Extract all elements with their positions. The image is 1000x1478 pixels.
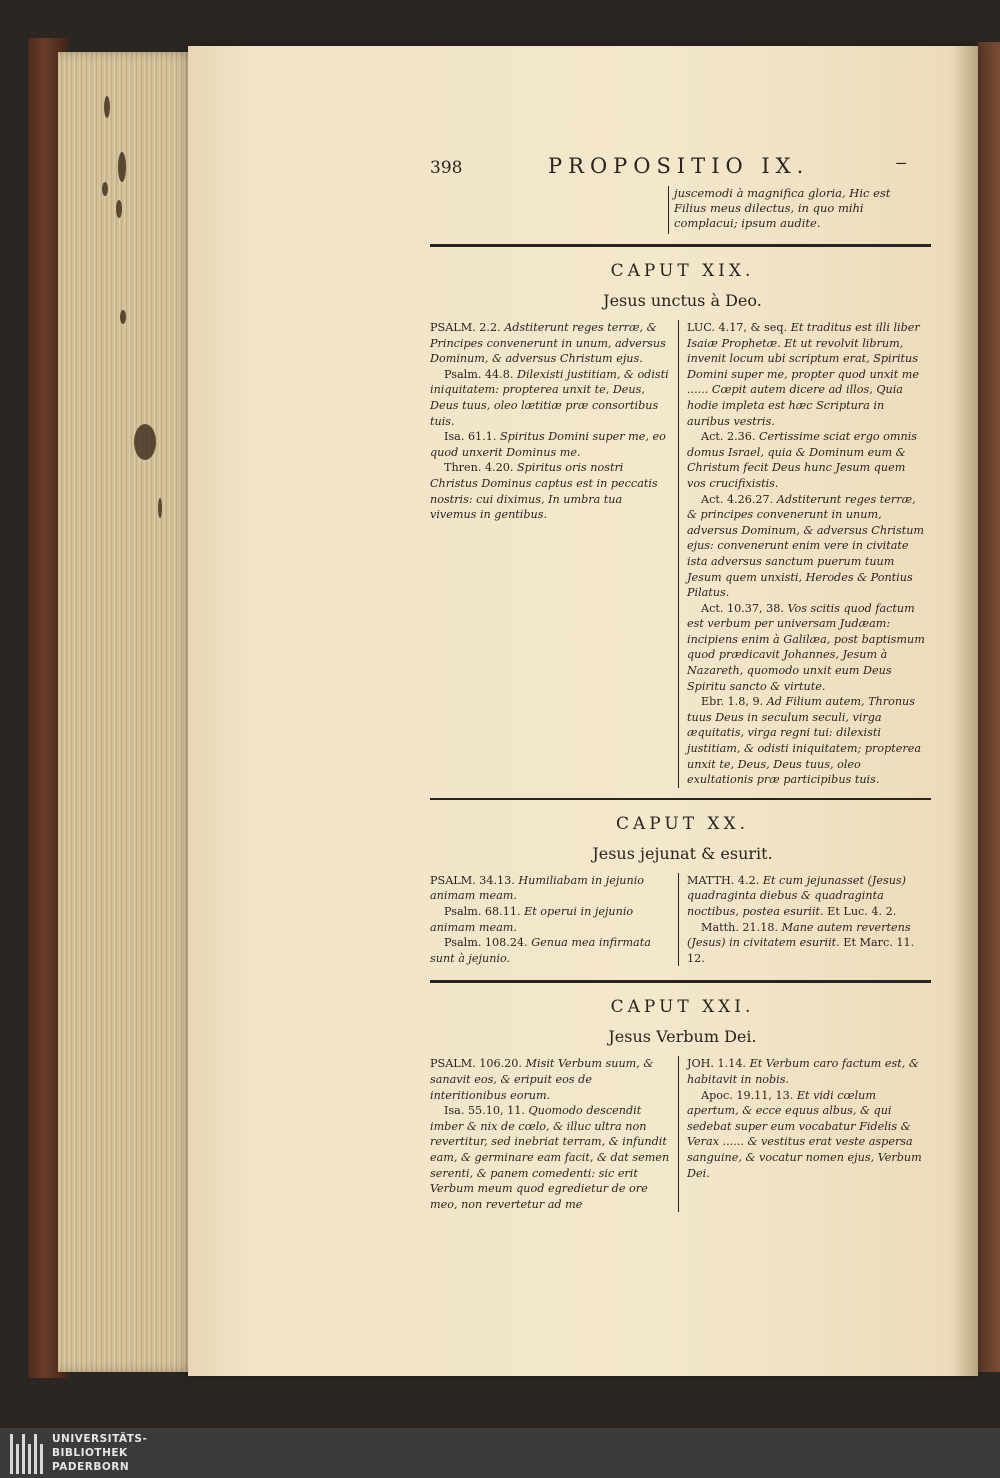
chapter-title: CAPUT XX. [615, 813, 750, 834]
scripture-text: Dilexisti justitiam, & odisti iniquitatem: propterea unxit te, Deus, Deus tuus, oleo lætitiæ præ consortibus tuis. [430, 367, 669, 428]
chapter-rule [430, 244, 931, 247]
page-content [430, 152, 935, 1212]
scripture-reference: Act. 4.26.27. [701, 492, 774, 506]
scripture-entry [430, 429, 670, 460]
scripture-entry [430, 460, 670, 522]
scripture-entry [430, 320, 670, 367]
chapter-subtitle: Jesus jejunat & esurit. [592, 843, 773, 863]
scripture-reference: Act. 2.36. [701, 430, 756, 444]
scripture-entry [687, 1056, 927, 1087]
right-column [678, 1056, 927, 1212]
scripture-reference: LUC. 4.17, & seq. [687, 321, 788, 334]
scripture-entry [687, 492, 927, 601]
chapter-subtitle: Jesus Verbum Dei. [608, 1027, 757, 1047]
scripture-reference: MATTH. 4.2. [687, 873, 760, 887]
running-title: PROPOSITIO IX. [548, 154, 810, 178]
scripture-text: Et traditus est illi liber Isaiæ Prophetæ. Et ut revolvit librum, invenit locum ubi scriptum erat, Spiritus Domini super me, propter quod unxit me ...... Cœpit autem dicere ad illos, Quia hodie impleta est hæc Scriptura in auribus vestris. [687, 321, 920, 428]
scripture-entry [430, 1056, 670, 1103]
scripture-text: Ad Filium autem, Thronus tuus Deus in seculum seculi, virga æquitatis, virga regni tui: dilexisti justitiam, & odisti iniquitatem; propterea unxit te, Deus, Deus tuus, oleo exultationis præ participibus tuis. [687, 695, 921, 787]
chapter-subtitle: Jesus unctus à Deo. [603, 291, 762, 310]
page-number: 398 [430, 158, 463, 178]
chapter-title: CAPUT XXI. [610, 997, 755, 1018]
scripture-reference: PSALM. 34.13. [430, 873, 515, 887]
ornament-mark: ‒ [895, 152, 907, 173]
scripture-text: Adstiterunt reges terræ, & principes convenerunt in unum, adversus Dominum, & adversus Christum ejus: convenerunt enim vere in civitate ista adversus sanctum puerum tuum Jesum quem unxisti, Herodes & Pontius Pilatus. [687, 492, 925, 600]
ink-stain [102, 182, 108, 196]
column-divider [668, 186, 669, 234]
scripture-reference: Apoc. 19.11, 13. [701, 1088, 794, 1102]
book-cover-right [978, 42, 1000, 1372]
scripture-reference: PSALM. 106.20. [430, 1057, 522, 1071]
left-column [430, 1056, 678, 1212]
scripture-text: Mane autem revertens (Jesus) in civitatem esuriit. [687, 920, 911, 950]
scripture-text: Vos scitis quod factum est verbum per universam Judæam: incipiens enim à Galilæa, post baptismum quod prædicavit Johannes, Jesum à Nazareth, quomodo unxit eum Deus Spiritu sancto & virtute. [687, 601, 925, 693]
scripture-reference: Isa. 61.1. [444, 430, 497, 444]
scripture-text: Quomodo descendit imber & nix de cœlo, & illuc ultra non revertitur, sed inebriat terram, & infundit eam, & germinare eam facit, & dat semen serenti, & panem comedenti: sic erit Verbum meum quod egredietur de ore meo, non revertetur ad me [430, 1104, 670, 1211]
scripture-reference: Act. 10.37, 38. [701, 601, 784, 615]
ink-stain [134, 424, 156, 460]
cross-reference: Et Luc. 4. 2. [823, 905, 897, 918]
scripture-reference: Matth. 21.18. [701, 920, 779, 934]
scripture-entry [430, 904, 670, 935]
chapter-columns [430, 873, 935, 967]
ink-stain [104, 96, 110, 118]
chapter-rule [430, 798, 931, 800]
chapter-columns [430, 1056, 935, 1212]
running-head [430, 152, 935, 180]
scripture-reference: Psalm. 68.11. [444, 905, 521, 918]
scripture-reference: Psalm. 108.24. [444, 936, 528, 950]
ink-stain [158, 498, 162, 518]
ink-stain [118, 152, 126, 182]
scripture-reference: PSALM. 2.2. [430, 321, 501, 334]
library-footer [0, 1428, 1000, 1478]
continuation-text: juscemodi à magnifica gloria, Hic est Filius meus dilectus, in quo mihi complacui; ipsum audite. [674, 186, 891, 230]
scripture-entry [687, 694, 927, 788]
scripture-text: Spiritus Domini super me, eo quod unxerit Dominus me. [430, 430, 666, 459]
scripture-text: Misit Verbum suum, & sanavit eos, & eripuit eos de interitionibus eorum. [430, 1057, 654, 1102]
scripture-entry [687, 1088, 927, 1182]
chapter-rule [430, 980, 931, 983]
scripture-text: Spiritus oris nostri Christus Dominus captus est in peccatis nostris: cui diximus, In umbra tua vivemus in gentibus. [430, 461, 658, 522]
scripture-reference: Isa. 55.10, 11. [444, 1104, 525, 1118]
right-column [678, 320, 927, 788]
scripture-text: Humiliabam in jejunio animam meam. [430, 873, 645, 903]
library-name-line: UNIVERSITÄTS- [52, 1433, 148, 1445]
chapter-title: CAPUT XIX. [610, 261, 755, 281]
scripture-text: Et Verbum caro factum est, & habitavit in nobis. [687, 1057, 919, 1086]
scripture-text: Adstiterunt reges terræ, & Principes convenerunt in unum, adversus Dominum, & adversus Christum ejus. [430, 321, 666, 366]
ink-stain [120, 310, 126, 324]
left-column [430, 320, 678, 788]
continuation-block [430, 186, 935, 242]
scripture-entry [687, 320, 927, 429]
scripture-text: Genua mea infirmata sunt à jejunio. [430, 936, 651, 965]
cross-reference: Et Marc. 11. 12. [687, 936, 915, 965]
scripture-reference: JOH. 1.14. [687, 1057, 746, 1071]
right-column [678, 873, 927, 967]
scripture-text: Et operui in jejunio animam meam. [430, 905, 634, 934]
scripture-reference: Ebr. 1.8, 9. [701, 695, 764, 709]
scripture-text: Certissime sciat ergo omnis domus Israel, quia & Dominum eum & Christum fecit Deus hunc Jesum quem vos crucifixistis. [687, 430, 918, 490]
scripture-entry [687, 920, 927, 967]
library-logo-icon [8, 1434, 48, 1474]
scripture-reference: Psalm. 44.8. [444, 367, 514, 381]
scripture-entry [430, 873, 670, 904]
scripture-entry [687, 873, 927, 920]
scripture-entry [687, 429, 927, 491]
scripture-text: Et cum jejunasset (Jesus) quadraginta diebus & quadraginta noctibus, postea esuriit. [687, 873, 907, 918]
left-column [430, 873, 678, 967]
scripture-entry [430, 935, 670, 966]
library-name-line: BIBLIOTHEK [52, 1447, 128, 1459]
ink-stain [116, 200, 122, 218]
scripture-reference: Thren. 4.20. [444, 461, 514, 475]
scripture-entry [430, 367, 670, 429]
page-gutter-shadow [954, 46, 978, 1376]
scripture-entry [430, 1103, 670, 1212]
scripture-entry [687, 601, 927, 695]
scripture-text: Et vidi cœlum apertum, & ecce equus albus, & qui sedebat super eum vocabatur Fidelis & Verax ...... & vestitus erat veste aspersa sanguine, & vocatur nomen ejus, Verbum Dei. [687, 1088, 922, 1180]
chapter-columns [430, 320, 935, 788]
library-name-line: PADERBORN [52, 1461, 130, 1473]
